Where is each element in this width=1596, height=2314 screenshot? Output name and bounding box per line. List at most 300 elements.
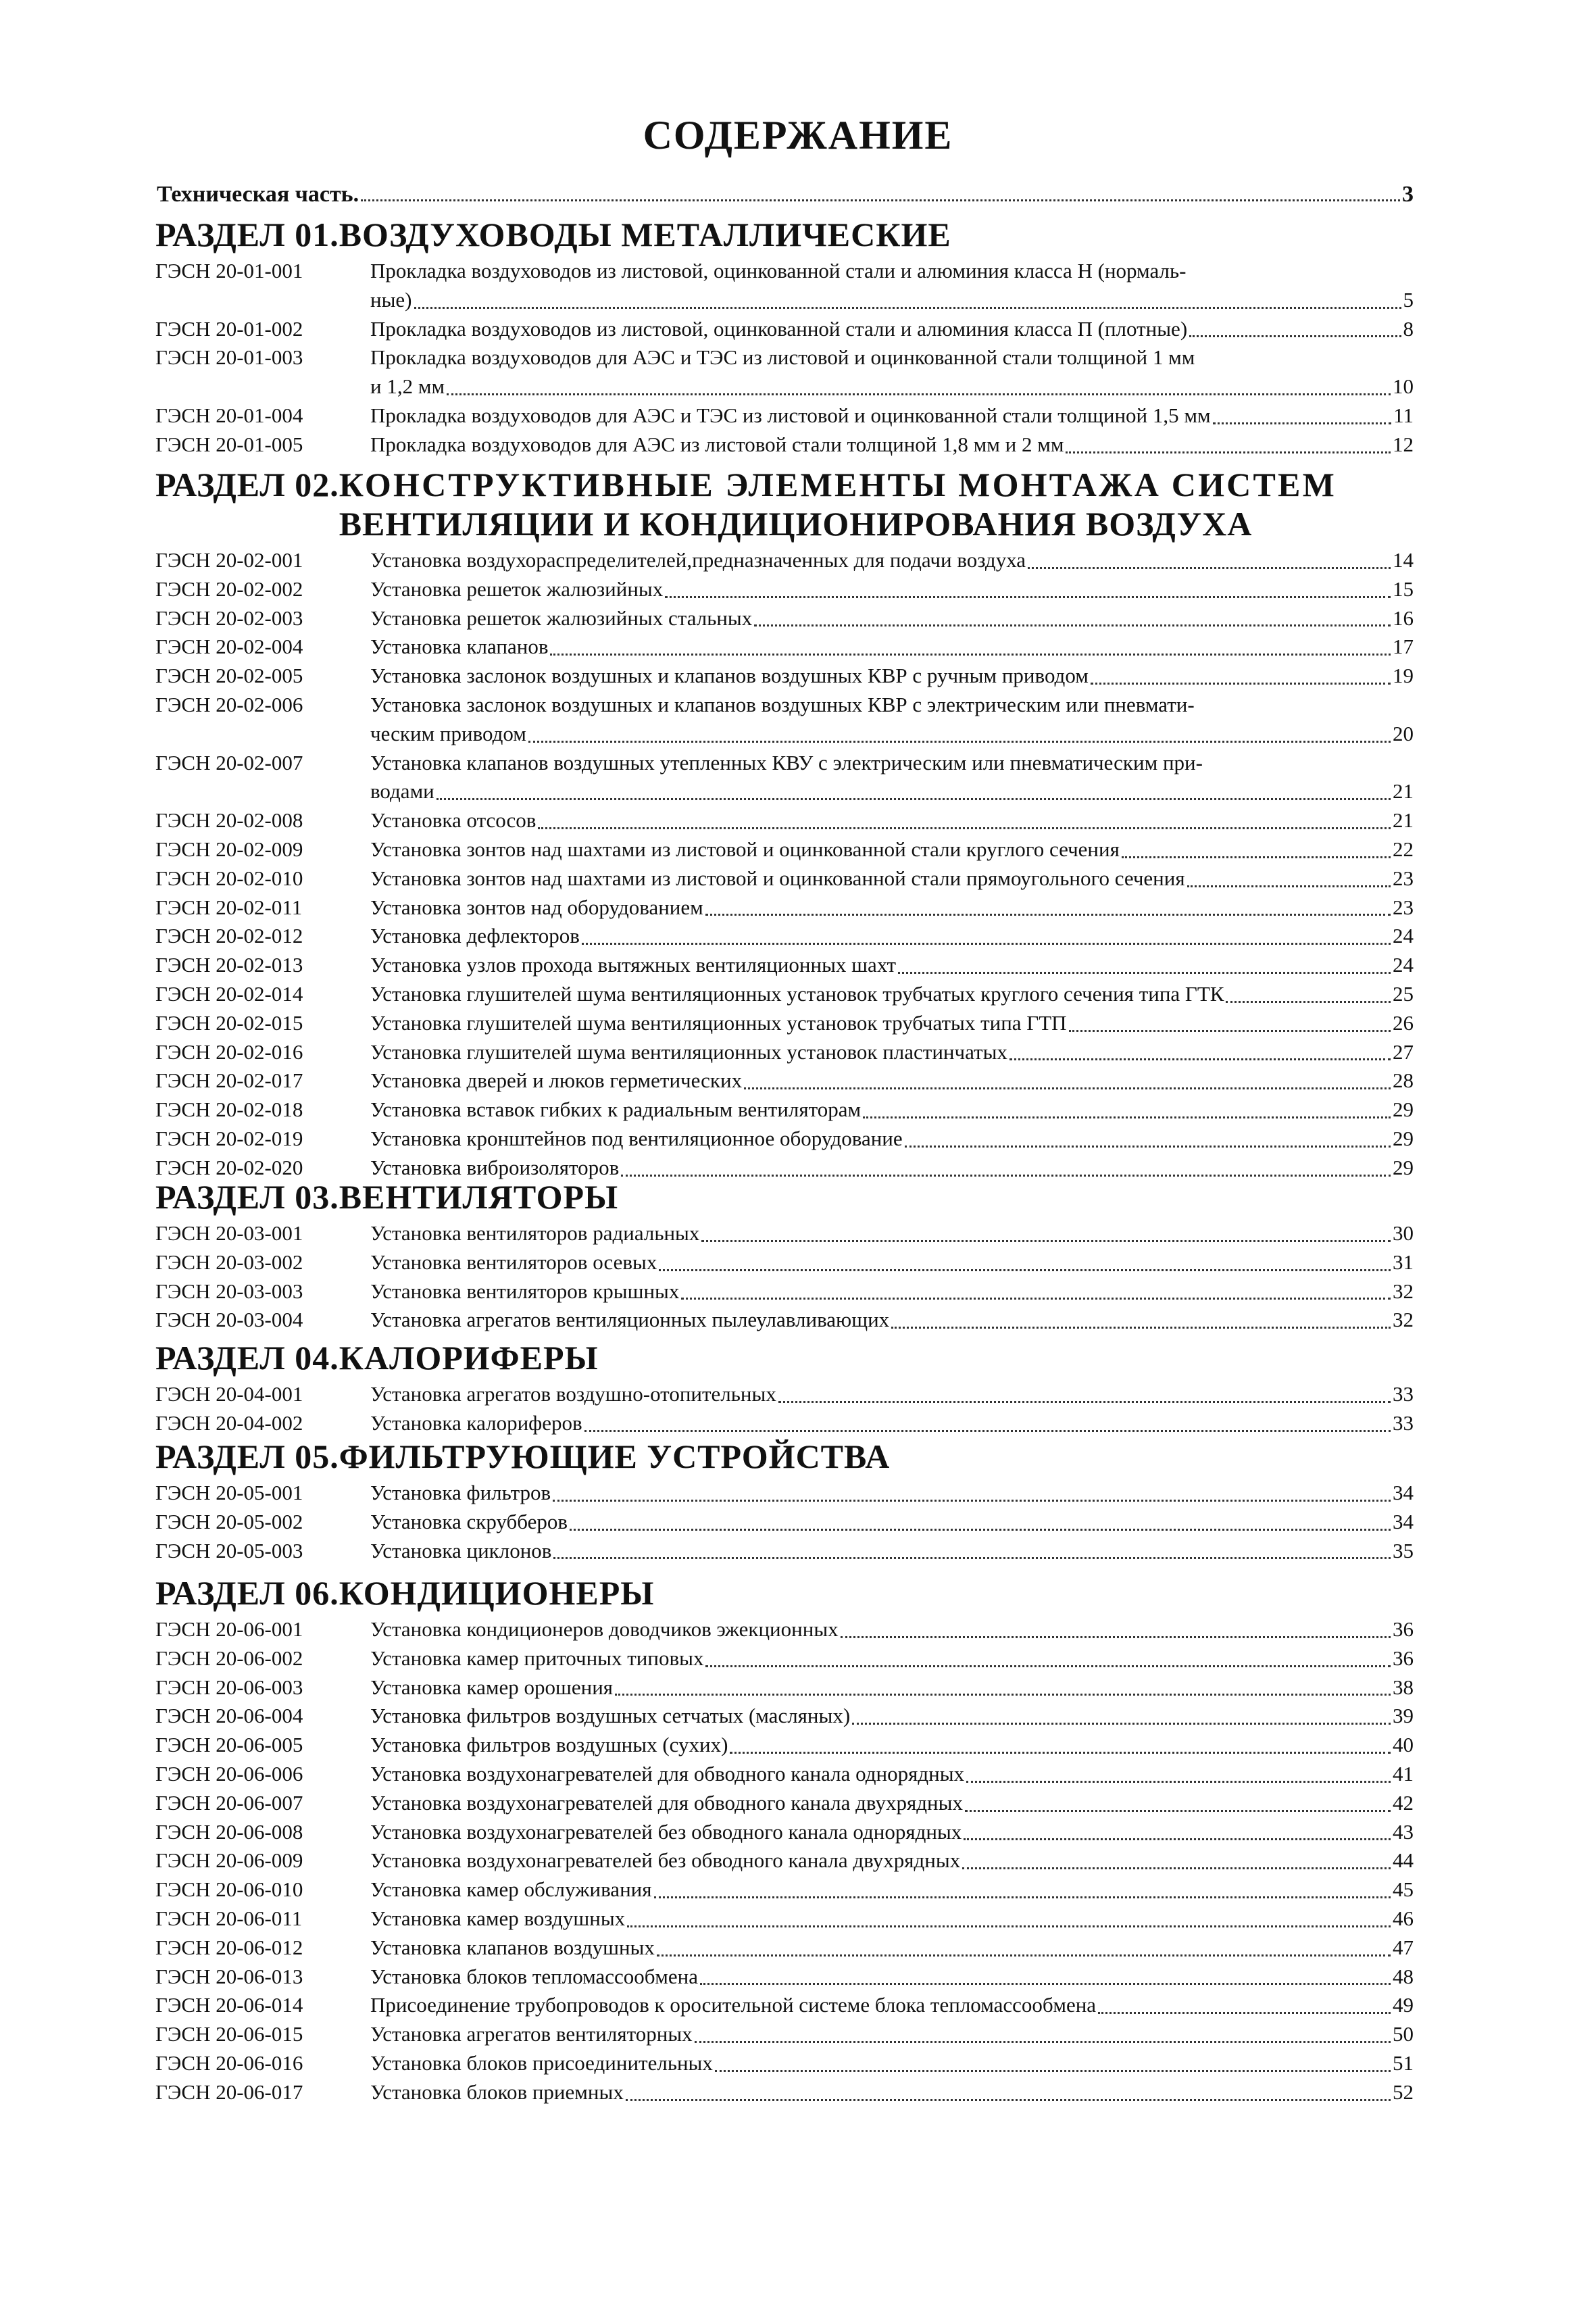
toc-entry[interactable] <box>155 1991 1414 2020</box>
toc-entry[interactable] <box>155 1818 1414 1847</box>
toc-entry[interactable] <box>155 1702 1414 1731</box>
entry-text-main: Установка фильтров воздушных сетчатых (масляных) <box>370 1704 851 1728</box>
entry-text <box>370 1702 1414 1731</box>
entry-code: ГЭСН 20-01-003 <box>155 345 303 370</box>
section-heading <box>155 1437 1426 1476</box>
toc-entry[interactable] <box>155 575 1414 604</box>
toc-entry[interactable] <box>155 864 1414 893</box>
leader-dots <box>437 777 1391 800</box>
entry-code: ГЭСН 20-02-020 <box>155 1155 303 1179</box>
entry-code: ГЭСН 20-02-006 <box>155 693 303 716</box>
entry-text <box>370 1904 1414 1934</box>
toc-entry[interactable] <box>155 1009 1414 1038</box>
toc-entry[interactable] <box>155 2020 1414 2049</box>
toc-entry[interactable] <box>155 257 1414 315</box>
toc-entry[interactable] <box>155 1615 1414 1644</box>
entry-text-main: Установка скрубберов <box>370 1509 568 1533</box>
leader-dots <box>528 720 1391 743</box>
entry-text <box>370 1409 1414 1438</box>
section-heading <box>155 215 1426 254</box>
toc-entry[interactable] <box>155 1789 1414 1818</box>
entry-text-main: Установка воздухораспределителей,предназначенных для подачи воздуха <box>370 548 1026 572</box>
toc-entry[interactable] <box>155 749 1414 807</box>
entry-code: ГЭСН 20-06-002 <box>155 1646 303 1670</box>
entry-code: ГЭСН 20-01-004 <box>155 403 303 427</box>
entry-page: 23 <box>1393 866 1414 890</box>
entry-page: 42 <box>1393 1790 1414 1815</box>
entry-text-line: Прокладка воздуховодов из листовой, оцинкованной стали и алюминия класса Н (нормаль- <box>370 259 1187 282</box>
leader-dots <box>962 1846 1391 1869</box>
section-number: РАЗДЕЛ 01. <box>155 216 339 253</box>
entry-page: 52 <box>1393 2079 1414 2104</box>
section-number: РАЗДЕЛ 02. <box>155 466 339 503</box>
leader-dots <box>654 1875 1391 1898</box>
entry-code: ГЭСН 20-02-001 <box>155 548 303 572</box>
entry-page: 15 <box>1393 576 1414 601</box>
entry-page: 36 <box>1393 1617 1414 1641</box>
entry-text-main: Установка кондиционеров доводчиков эжекционных <box>370 1617 839 1641</box>
entry-page: 49 <box>1393 1993 1414 2017</box>
entry-page: 25 <box>1393 982 1414 1006</box>
entry-code: ГЭСН 20-02-011 <box>155 895 303 919</box>
toc-entry[interactable] <box>155 1673 1414 1702</box>
entry-page: 5 <box>1403 287 1414 312</box>
entry-code: ГЭСН 20-02-002 <box>155 576 303 601</box>
toc-entry[interactable] <box>155 1409 1414 1438</box>
section-title <box>339 1437 891 1476</box>
entry-page: 19 <box>1393 664 1414 688</box>
leader-dots <box>898 951 1391 974</box>
entry-text-main: Установка циклонов <box>370 1538 552 1562</box>
entry-code: ГЭСН 20-04-001 <box>155 1382 303 1406</box>
entry-text <box>370 1963 1414 1992</box>
entry-code: ГЭСН 20-02-014 <box>155 982 303 1006</box>
toc-entry[interactable] <box>155 633 1414 662</box>
toc-entry[interactable] <box>155 806 1414 835</box>
entry-text <box>370 2049 1414 2078</box>
entry-page: 14 <box>1393 548 1414 572</box>
entry-text <box>370 1248 1414 1277</box>
entry-code: ГЭСН 20-06-007 <box>155 1790 303 1815</box>
entry-text-main: Установка камер приточных типовых <box>370 1646 704 1670</box>
entry-page: 36 <box>1393 1646 1414 1670</box>
leader-dots <box>681 1277 1391 1300</box>
leader-dots <box>621 1154 1391 1177</box>
entry-text-line <box>370 777 1414 806</box>
entry-text <box>370 1066 1414 1096</box>
entry-page: 46 <box>1393 1906 1414 1930</box>
toc-entry[interactable] <box>155 951 1414 980</box>
entry-text-line <box>370 286 1414 315</box>
toc-entry[interactable] <box>155 1038 1414 1067</box>
entry-text-main: Установка решеток жалюзийных <box>370 576 664 601</box>
entry-text-main: Установка кронштейнов под вентиляционное оборудование <box>370 1127 903 1150</box>
entry-page: 24 <box>1393 924 1414 948</box>
entry-text-main: Установка отсосов <box>370 808 537 833</box>
toc-entry[interactable] <box>155 1277 1414 1306</box>
toc-entry[interactable] <box>155 1066 1414 1096</box>
entry-text-tail: и 1,2 мм <box>370 374 445 399</box>
entry-text <box>370 893 1414 922</box>
entry-text-main: Присоединение трубопроводов к оросительной системе блока тепломассообмена <box>370 1993 1097 2017</box>
entry-code: ГЭСН 20-06-012 <box>155 1935 303 1959</box>
leader-dots <box>1091 662 1391 685</box>
entry-text <box>370 1673 1414 1702</box>
leader-dots <box>965 1789 1391 1812</box>
toc-entry[interactable] <box>155 604 1414 633</box>
toc-entry[interactable] <box>155 1934 1414 1963</box>
section-number: РАЗДЕЛ 06. <box>155 1574 339 1612</box>
toc-entry[interactable] <box>155 1731 1414 1760</box>
entry-text <box>370 1875 1414 1904</box>
entry-text-main: Установка вставок гибких к радиальным вентиляторам <box>370 1098 862 1122</box>
entry-page: 38 <box>1393 1675 1414 1699</box>
entry-page: 41 <box>1393 1762 1414 1786</box>
entry-text-main: Установка блоков присоединительных <box>370 2051 713 2075</box>
leader-dots <box>744 1066 1391 1089</box>
toc-entry[interactable] <box>155 1479 1414 1508</box>
entry-text <box>370 806 1414 835</box>
entry-text <box>370 2078 1414 2107</box>
entry-text-main: Установка глушителей шума вентиляционных установок трубчатых круглого сечения типа ГТК <box>370 982 1224 1006</box>
entry-code: ГЭСН 20-06-013 <box>155 1964 303 1988</box>
entry-code: ГЭСН 20-06-009 <box>155 1848 303 1873</box>
section-title <box>339 465 1337 543</box>
entry-text-main: Прокладка воздуховодов из листовой, оцинкованной стали и алюминия класса П (плотные) <box>370 316 1188 341</box>
entry-text-main: Установка решеток жалюзийных стальных <box>370 606 753 630</box>
entry-page: 22 <box>1393 837 1414 861</box>
entry-text-main: Установка воздухонагревателей для обводного канала однорядных <box>370 1762 965 1786</box>
entry-text-main: Установка глушителей шума вентиляционных установок трубчатых типа ГТП <box>370 1010 1067 1035</box>
entry-code: ГЭСН 20-04-002 <box>155 1410 303 1435</box>
toc-entry[interactable] <box>155 1537 1414 1566</box>
page-title: СОДЕРЖАНИЕ <box>643 113 953 157</box>
toc-entry[interactable] <box>155 1219 1414 1248</box>
entry-text <box>370 1306 1414 1335</box>
entry-code: ГЭСН 20-03-002 <box>155 1250 303 1274</box>
leader-dots <box>659 1248 1391 1271</box>
entry-text-main: Установка вентиляторов крышных <box>370 1279 680 1303</box>
entry-page: 45 <box>1393 1877 1414 1902</box>
entry-text <box>370 1508 1414 1537</box>
entry-page: 40 <box>1393 1733 1414 1757</box>
leader-dots <box>665 575 1391 598</box>
entry-code: ГЭСН 20-02-012 <box>155 924 303 948</box>
entry-code: ГЭСН 20-02-009 <box>155 837 303 861</box>
entry-text-main: Прокладка воздуховодов для АЭС из листовой стали толщиной 1,8 мм и 2 мм <box>370 432 1064 456</box>
toc-entry[interactable] <box>155 1306 1414 1335</box>
leader-dots <box>730 1731 1391 1754</box>
section-heading <box>155 1177 1426 1216</box>
entry-page: 10 <box>1393 374 1414 399</box>
entry-text-main: Установка воздухонагревателей без обводного канала двухрядных <box>370 1848 961 1873</box>
entry-text <box>370 749 1414 807</box>
toc-entry[interactable] <box>155 2049 1414 2078</box>
entry-code: ГЭСН 20-06-003 <box>155 1675 303 1699</box>
section-title-line: КОНСТРУКТИВНЫЕ ЭЛЕМЕНТЫ МОНТАЖА СИСТЕМ <box>339 466 1337 503</box>
entry-page: 31 <box>1393 1250 1414 1274</box>
leader-dots <box>966 1760 1391 1783</box>
entry-text <box>370 980 1414 1009</box>
toc-entry[interactable] <box>155 1963 1414 1992</box>
entry-text <box>370 575 1414 604</box>
entry-text-main: Установка фильтров <box>370 1481 551 1504</box>
section-number: РАЗДЕЛ 04. <box>155 1339 339 1377</box>
entry-page: 35 <box>1393 1538 1414 1562</box>
leader-dots <box>715 2049 1391 2072</box>
entry-page: 28 <box>1393 1068 1414 1093</box>
entry-page: 8 <box>1403 316 1414 341</box>
entry-text <box>370 1277 1414 1306</box>
entry-text-main: Установка воздухонагревателей без обводного канала однорядных <box>370 1819 962 1844</box>
toc-entry[interactable] <box>155 430 1414 460</box>
entry-code: ГЭСН 20-06-015 <box>155 2022 303 2046</box>
entry-page: 23 <box>1393 895 1414 919</box>
leader-dots <box>841 1615 1391 1638</box>
entry-code: ГЭСН 20-06-016 <box>155 2051 303 2075</box>
leader-dots <box>905 1125 1391 1148</box>
entry-text-main: Установка агрегатов воздушно-отопительных <box>370 1382 776 1406</box>
entry-text-main: Установка вентиляторов осевых <box>370 1250 657 1274</box>
entry-page: 29 <box>1393 1155 1414 1179</box>
entry-code: ГЭСН 20-02-003 <box>155 606 303 630</box>
entry-text <box>370 1731 1414 1760</box>
toc-entry[interactable] <box>155 835 1414 864</box>
leader-dots <box>1187 864 1391 887</box>
toc-entry[interactable] <box>155 922 1414 951</box>
entry-text <box>370 951 1414 980</box>
toc-entry[interactable] <box>155 343 1414 401</box>
entry-page: 29 <box>1393 1098 1414 1122</box>
section-title-line: ВОЗДУХОВОДЫ МЕТАЛЛИЧЕСКИЕ <box>339 216 951 253</box>
entry-code: ГЭСН 20-02-018 <box>155 1098 303 1122</box>
leader-dots <box>414 286 1401 309</box>
entry-code: ГЭСН 20-06-008 <box>155 1819 303 1844</box>
leader-dots <box>1189 315 1401 338</box>
entry-text <box>370 1096 1414 1125</box>
section-title-line: ВЕНТИЛЯТОРЫ <box>339 1178 619 1216</box>
toc-entry[interactable] <box>155 1904 1414 1934</box>
entry-text-main: Установка клапанов воздушных <box>370 1935 655 1959</box>
leader-dots <box>361 199 1400 201</box>
entry-code: ГЭСН 20-01-002 <box>155 316 303 341</box>
section-title-line: КОНДИЦИОНЕРЫ <box>339 1574 655 1612</box>
entry-text-line: Прокладка воздуховодов для АЭС и ТЭС из листовой и оцинкованной стали толщиной 1 мм <box>370 345 1195 370</box>
entry-page: 26 <box>1393 1010 1414 1035</box>
entry-code: ГЭСН 20-02-017 <box>155 1068 303 1093</box>
leader-dots <box>701 1219 1391 1242</box>
entry-page: 43 <box>1393 1819 1414 1844</box>
entry-text-line <box>370 720 1414 749</box>
toc-entry[interactable] <box>155 546 1414 575</box>
entry-code: ГЭСН 20-02-008 <box>155 808 303 833</box>
leader-dots <box>891 1306 1391 1329</box>
entry-code: ГЭСН 20-05-002 <box>155 1509 303 1533</box>
leader-dots <box>754 604 1391 627</box>
entry-code: ГЭСН 20-06-006 <box>155 1762 303 1786</box>
leader-dots <box>852 1702 1391 1725</box>
entry-code: ГЭСН 20-03-003 <box>155 1279 303 1303</box>
toc-entry[interactable] <box>155 1248 1414 1277</box>
entry-code: ГЭСН 20-06-011 <box>155 1906 303 1930</box>
entry-code: ГЭСН 20-01-001 <box>155 259 303 282</box>
entry-text <box>370 633 1414 662</box>
entry-text <box>370 1760 1414 1789</box>
toc-entry[interactable] <box>155 1846 1414 1875</box>
toc-entry[interactable] <box>155 893 1414 922</box>
entry-text-main: Установка дверей и люков герметических <box>370 1068 743 1093</box>
leader-dots <box>705 1644 1391 1667</box>
leader-dots <box>447 372 1391 395</box>
toc-entry[interactable] <box>155 1096 1414 1125</box>
section-heading <box>155 1338 1426 1377</box>
entry-text-main: Установка камер обслуживания <box>370 1877 652 1902</box>
toc-entry[interactable] <box>155 1644 1414 1673</box>
entry-text-main: Установка воздухонагревателей для обводного канала двухрядных <box>370 1790 963 1815</box>
entry-page: 32 <box>1393 1308 1414 1332</box>
entry-text <box>370 401 1414 430</box>
toc-entry[interactable] <box>155 1875 1414 1904</box>
tech-part-page: 3 <box>1402 182 1414 207</box>
entry-code: ГЭСН 20-02-015 <box>155 1010 303 1035</box>
tech-part-entry[interactable] <box>157 180 1414 210</box>
section-title-line: ВЕНТИЛЯЦИИ И КОНДИЦИОНИРОВАНИЯ ВОЗДУХА <box>339 505 1253 543</box>
entry-text <box>370 1479 1414 1508</box>
entry-text-main: Установка зонтов над шахтами из листовой и оцинкованной стали круглого сечения <box>370 837 1120 861</box>
entry-text-main: Установка клапанов <box>370 635 549 659</box>
entry-code: ГЭСН 20-02-016 <box>155 1039 303 1064</box>
entry-page: 24 <box>1393 953 1414 977</box>
leader-dots <box>1069 1009 1391 1032</box>
entry-text-main: Установка агрегатов вентиляционных пылеулавливающих <box>370 1308 890 1332</box>
section-title-line: ФИЛЬТРУЮЩИЕ УСТРОЙСТВА <box>339 1437 891 1475</box>
entry-page: 20 <box>1393 721 1414 745</box>
entry-text <box>370 430 1414 460</box>
entry-text-main: Установка блоков тепломассообмена <box>370 1964 698 1988</box>
entry-text <box>370 1009 1414 1038</box>
entry-text-main: Установка дефлекторов <box>370 924 580 948</box>
entry-text <box>370 835 1414 864</box>
entry-text-main: Установка калориферов <box>370 1410 582 1435</box>
entry-code: ГЭСН 20-02-019 <box>155 1127 303 1150</box>
section-title-line: КАЛОРИФЕРЫ <box>339 1339 599 1377</box>
leader-dots <box>863 1096 1391 1118</box>
leader-dots <box>1098 1991 1391 2014</box>
entry-code: ГЭСН 20-02-005 <box>155 664 303 688</box>
entry-code: ГЭСН 20-05-003 <box>155 1538 303 1562</box>
leader-dots <box>553 1479 1391 1502</box>
entry-text-main: Установка зонтов над шахтами из листовой и оцинкованной стали прямоугольного сечения <box>370 866 1185 890</box>
entry-text-main: Установка камер орошения <box>370 1675 614 1699</box>
leader-dots <box>1226 980 1391 1003</box>
leader-dots <box>964 1818 1391 1841</box>
leader-dots <box>538 806 1391 829</box>
entry-code: ГЭСН 20-06-004 <box>155 1704 303 1728</box>
entry-text-main: Установка фильтров воздушных (сухих) <box>370 1733 728 1757</box>
entry-text-main: Прокладка воздуховодов для АЭС и ТЭС из листовой и оцинкованной стали толщиной 1,5 мм <box>370 403 1211 427</box>
entry-text <box>370 604 1414 633</box>
leader-dots <box>1122 835 1391 858</box>
toc-entry[interactable] <box>155 662 1414 691</box>
entry-code: ГЭСН 20-06-005 <box>155 1733 303 1757</box>
leader-dots <box>615 1673 1391 1696</box>
leader-dots <box>584 1409 1391 1432</box>
entry-code: ГЭСН 20-02-004 <box>155 635 303 659</box>
entry-text <box>370 1644 1414 1673</box>
entry-code: ГЭСН 20-06-014 <box>155 1993 303 2017</box>
leader-dots <box>705 893 1391 916</box>
section-title <box>339 1573 655 1613</box>
entry-page: 21 <box>1393 779 1414 804</box>
entry-text-line: Установка заслонок воздушных и клапанов воздушных КВР с электрическим или пневмати- <box>370 693 1195 716</box>
entry-page: 44 <box>1393 1848 1414 1873</box>
entry-text <box>370 1537 1414 1566</box>
entry-text <box>370 1991 1414 2020</box>
entry-text <box>370 546 1414 575</box>
entry-code: ГЭСН 20-02-013 <box>155 953 303 977</box>
entry-text-main: Установка узлов прохода вытяжных вентиляционных шахт <box>370 953 897 977</box>
toc-entry[interactable] <box>155 1125 1414 1154</box>
toc-entry[interactable] <box>155 691 1414 749</box>
entry-text <box>370 315 1414 344</box>
toc-entry[interactable] <box>155 1380 1414 1409</box>
leader-dots <box>695 2020 1391 2043</box>
entry-text <box>370 1038 1414 1067</box>
entry-page: 33 <box>1393 1410 1414 1435</box>
entry-text-main: Установка глушителей шума вентиляционных установок пластинчатых <box>370 1039 1007 1064</box>
section-number: РАЗДЕЛ 03. <box>155 1178 339 1216</box>
section-title <box>339 215 951 254</box>
section-title <box>339 1338 599 1377</box>
leader-dots <box>626 2078 1391 2101</box>
leader-dots <box>1066 430 1391 453</box>
toc-entry[interactable] <box>155 2078 1414 2107</box>
toc-entry[interactable] <box>155 980 1414 1009</box>
entry-text-tail: водами <box>370 779 434 804</box>
toc-entry[interactable] <box>155 1508 1414 1537</box>
entry-text-tail: ные) <box>370 287 412 312</box>
entry-text-main: Установка камер воздушных <box>370 1906 626 1930</box>
entry-code: ГЭСН 20-05-001 <box>155 1481 303 1504</box>
leader-dots <box>550 633 1391 656</box>
entry-text <box>370 1380 1414 1409</box>
tech-part-label: Техническая часть. <box>157 182 359 207</box>
entry-page: 47 <box>1393 1935 1414 1959</box>
toc-entry[interactable] <box>155 401 1414 430</box>
entry-code: ГЭСН 20-01-005 <box>155 432 303 456</box>
toc-entry[interactable] <box>155 315 1414 344</box>
leader-dots <box>778 1380 1391 1403</box>
entry-page: 27 <box>1393 1039 1414 1064</box>
entry-code: ГЭСН 20-03-004 <box>155 1308 303 1332</box>
section-title <box>339 1177 618 1216</box>
entry-page: 12 <box>1393 432 1414 456</box>
entry-text <box>370 2020 1414 2049</box>
entry-text <box>370 922 1414 951</box>
section-heading <box>155 1573 1426 1613</box>
entry-text <box>370 343 1414 401</box>
section-heading <box>155 465 1426 543</box>
toc-entry[interactable] <box>155 1760 1414 1789</box>
entry-page: 39 <box>1393 1704 1414 1728</box>
entry-page: 48 <box>1393 1964 1414 1988</box>
entry-text-main: Установка зонтов над оборудованием <box>370 895 703 919</box>
entry-code: ГЭСН 20-02-007 <box>155 750 303 774</box>
entry-text-main: Установка блоков приемных <box>370 2079 624 2104</box>
entry-page: 21 <box>1393 808 1414 833</box>
entry-code: ГЭСН 20-03-001 <box>155 1221 303 1245</box>
entry-text-main: Установка агрегатов вентиляторных <box>370 2022 693 2046</box>
